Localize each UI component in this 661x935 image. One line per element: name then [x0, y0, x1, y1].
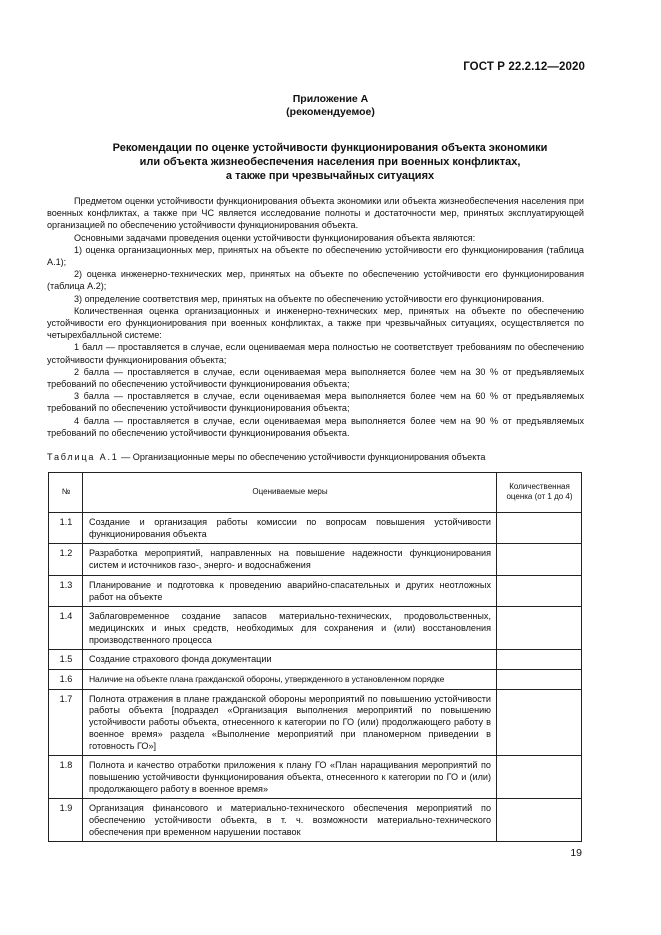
row-num: 1.7: [49, 689, 83, 756]
row-measure: Полнота отражения в плане гражданской обороны мероприятий по повышению устойчивости работы объекта [подраздел «Организация выполнения мероприятий по повышению устойчивости работы объекта, отнесенного к категории по ГО (или) продолжающего работу в военное время» раздела «Выполнение мероприятий при планомерном приведении в готовность ГО»]: [83, 689, 497, 756]
table-caption: [47, 452, 485, 462]
table-row: [49, 689, 582, 756]
paragraph: 3 балла — проставляется в случае, если оцениваемая мера выполняется более чем на 60 % от предъявляемых требований по обеспечению устойчивости функционирования объекта;: [47, 391, 584, 414]
row-measure: Создание страхового фонда документации: [83, 650, 497, 670]
row-num: 1.6: [49, 670, 83, 690]
row-num: 1.8: [49, 756, 83, 799]
table-caption-label: Таблица А.1: [47, 452, 119, 462]
paragraph: Количественная оценка организационных и инженерно-технических мер, принятых на объекте по обеспечению устойчивости его функционирования при военных конфликтах, а также при чрезвычайных ситуациях, осуществляется по четырехбалльной системе:: [47, 305, 584, 341]
table-row: [49, 513, 582, 544]
page-number: 19: [570, 847, 582, 859]
paragraph: 1 балл — проставляется в случае, если оцениваемая мера полностью не соответствует требованиям по обеспечению устойчивости функционирования объекта;: [47, 342, 584, 365]
header-num: №: [49, 473, 83, 513]
row-measure: Планирование и подготовка к проведению аварийно-спасательных и других неотложных работ на объекте: [83, 575, 497, 606]
title-line: а также при чрезвычайных ситуациях: [225, 170, 435, 182]
row-score[interactable]: [497, 689, 582, 756]
row-measure: Создание и организация работы комиссии по вопросам повышения устойчивости функционирования объекта: [83, 513, 497, 544]
table-header-row: [49, 473, 582, 513]
table-row: [49, 670, 582, 690]
title-line: или объекта жизнеобеспечения населения при военных конфликтах,: [139, 156, 521, 168]
standard-designation: ГОСТ Р 22.2.12—2020: [463, 61, 585, 73]
table-caption-text: — Организационные меры по обеспечению устойчивости функционирования объекта: [118, 452, 486, 462]
paragraph: 2) оценка инженерно-технических мер, принятых на объекте по обеспечению устойчивости его функционирования (таблица А.2);: [47, 269, 584, 292]
row-score[interactable]: [497, 544, 582, 575]
body-text: [47, 195, 584, 439]
row-num: 1.5: [49, 650, 83, 670]
paragraph: Основными задачами проведения оценки устойчивости функционирования объекта являются:: [74, 232, 476, 243]
paragraph: Предметом оценки устойчивости функционирования объекта экономики или объекта жизнеобеспечения населения при военных конфликтах, а также при ЧС является исследование полноты и достаточности мер, принятых эксплуатирующей организацией по обеспечению устойчивости функционирования объекта.: [47, 196, 584, 231]
row-measure: Разработка мероприятий, направленных на повышение надежности функционирования систем и источников газо-, энерго- и водоснабжения: [83, 544, 497, 575]
header-measures: Оцениваемые меры: [83, 473, 497, 513]
row-measure: Полнота и качество отработки приложения к плану ГО «План наращивания мероприятий по повышению устойчивости функционирования объекта, отнесенного к категории по ГО и (или) продолжающего работу в военное время»: [83, 756, 497, 799]
row-score[interactable]: [497, 607, 582, 650]
recommendations-title: [40, 141, 620, 183]
row-score[interactable]: [497, 650, 582, 670]
paragraph: 2 балла — проставляется в случае, если оцениваемая мера выполняется более чем на 30 % от предъявляемых требований по обеспечению устойчивости функционирования объекта;: [47, 366, 584, 390]
row-num: 1.9: [49, 799, 83, 842]
header-score: Количественная оценка (от 1 до 4): [497, 473, 582, 513]
table-row: [49, 650, 582, 670]
row-score[interactable]: [497, 575, 582, 606]
paragraph: 1) оценка организационных мер, принятых на объекте по обеспечению устойчивости его функционирования (таблица А.1);: [47, 244, 584, 268]
row-score[interactable]: [497, 670, 582, 690]
table-row: [49, 607, 582, 650]
table-row: [49, 544, 582, 575]
appendix-title: Приложение А: [292, 93, 369, 105]
title-line: Рекомендации по оценке устойчивости функционирования объекта экономики: [112, 142, 548, 154]
table-row: [49, 799, 582, 842]
table-row: [49, 756, 582, 799]
row-num: 1.1: [49, 513, 83, 544]
row-measure: Наличие на объекте плана гражданской обороны, утвержденного в установленном порядке: [83, 670, 497, 690]
row-score[interactable]: [497, 799, 582, 842]
row-num: 1.2: [49, 544, 83, 575]
row-measure: Заблаговременное создание запасов материально-технических, продовольственных, медицинских и иных средств, необходимых для сохранения и (или) восстановления производственного процесса: [83, 607, 497, 650]
row-score[interactable]: [497, 513, 582, 544]
appendix-status: (рекомендуемое): [286, 106, 375, 118]
row-score[interactable]: [497, 756, 582, 799]
row-num: 1.3: [49, 575, 83, 606]
row-num: 1.4: [49, 607, 83, 650]
row-measure: Организация финансового и материально-технического обеспечения мероприятий по обеспечению устойчивости объекта, в т. ч. возможности материально-технического обеспечения при временном нарушении поставок: [83, 799, 497, 842]
measures-table: [48, 472, 582, 842]
table-row: [49, 575, 582, 606]
paragraph: 4 балла — проставляется в случае, если оцениваемая мера выполняется более чем на 90 % от предъявляемых требований по обеспечению устойчивости функционирования объекта.: [47, 415, 584, 438]
paragraph: 3) определение соответствия мер, принятых на объекте по обеспечению устойчивости его функционирования.: [74, 293, 545, 304]
